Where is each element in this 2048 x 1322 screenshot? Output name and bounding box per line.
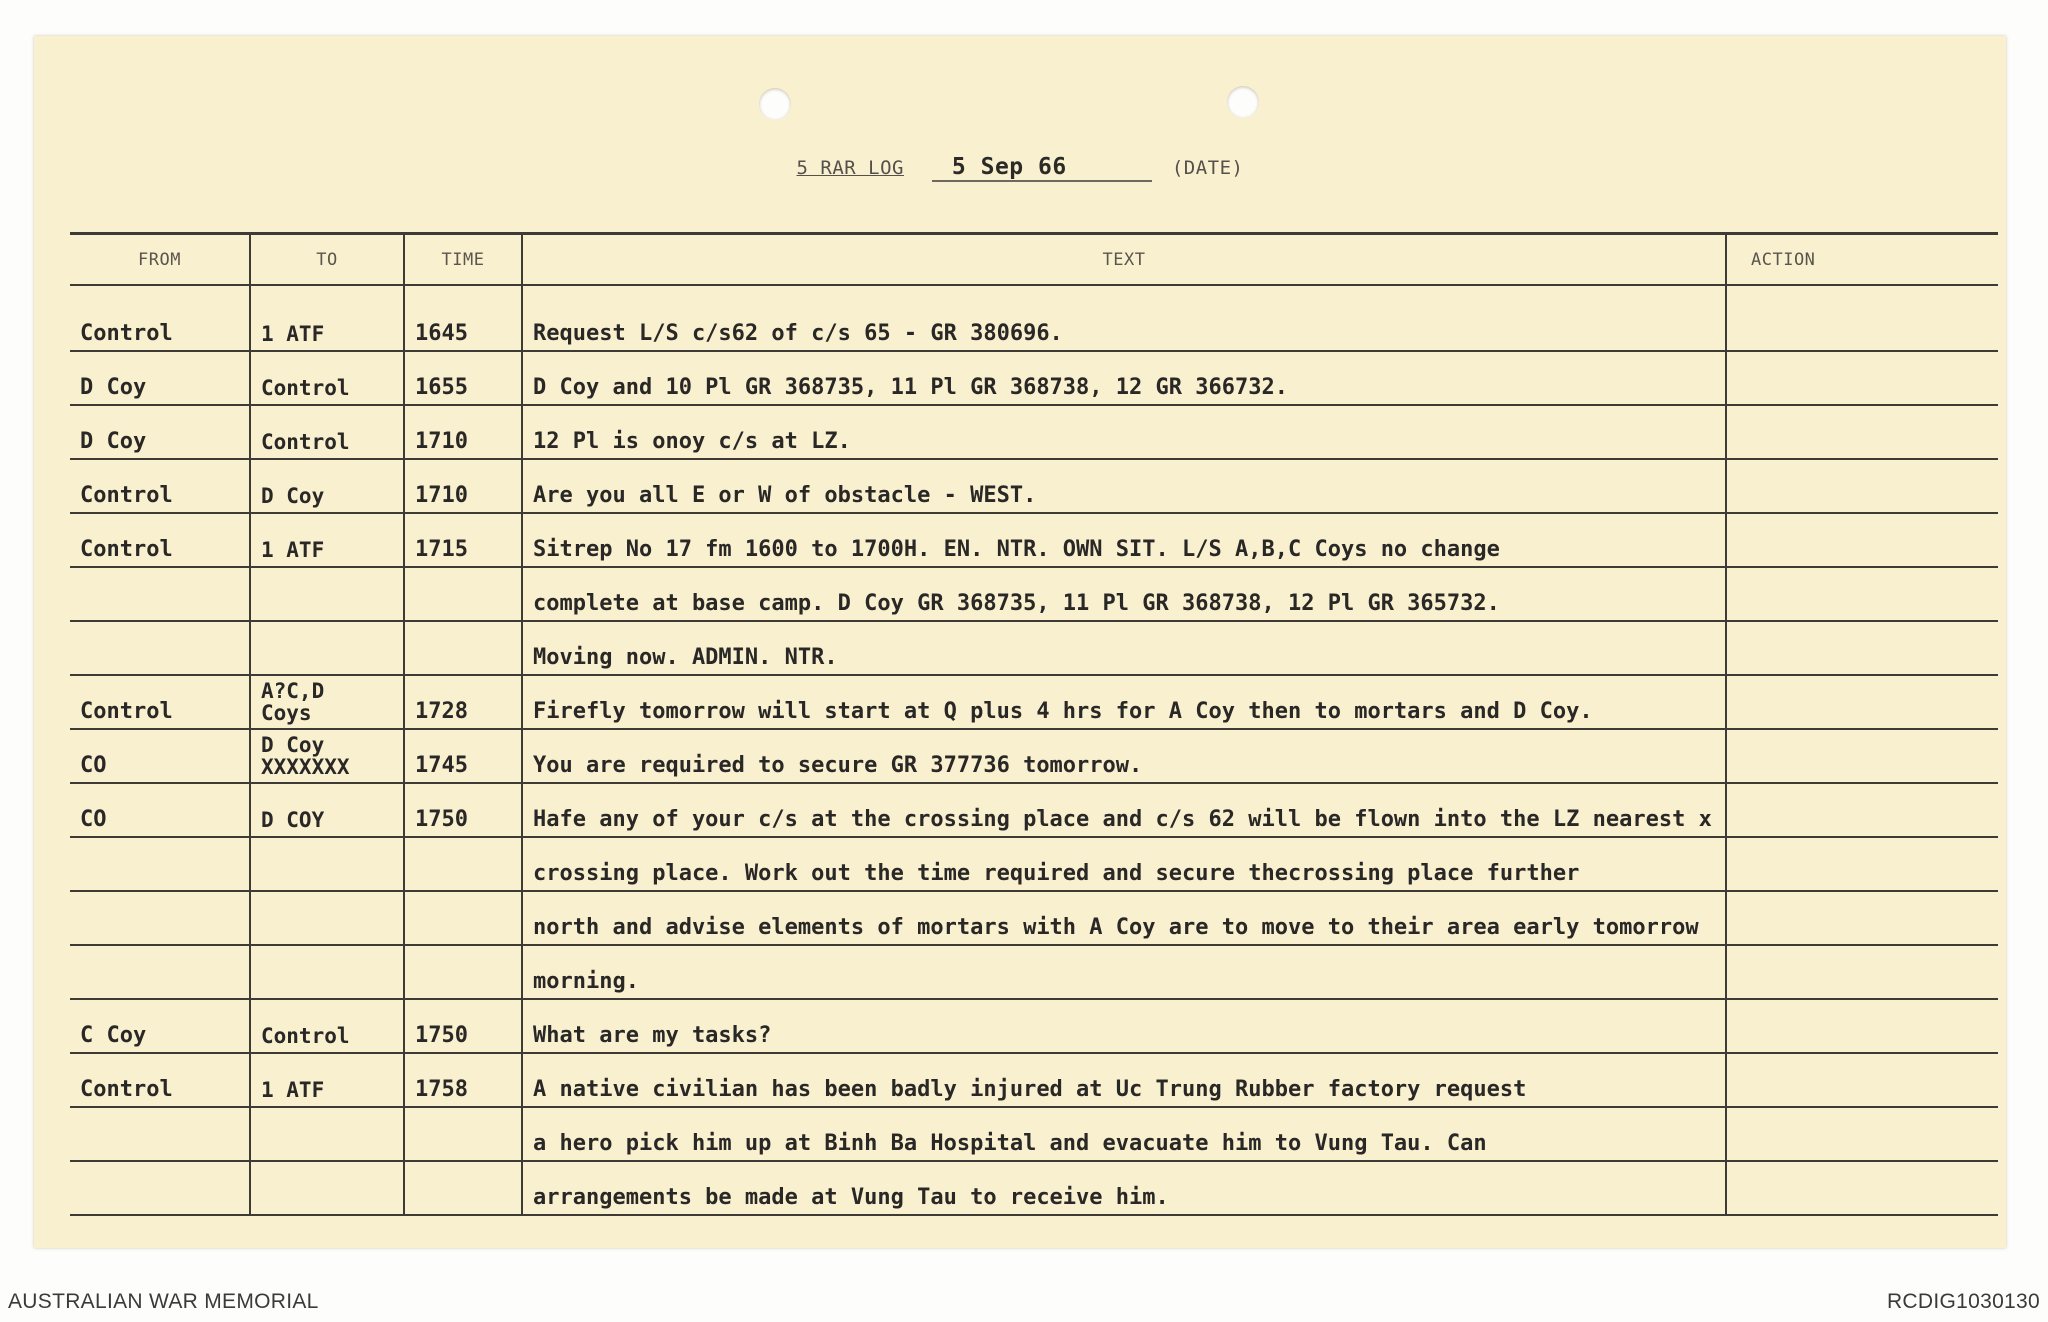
cell-to: [250, 729, 404, 783]
cell-to: Control: [250, 405, 404, 459]
cell-to: [250, 945, 404, 999]
column-header-to: TO: [250, 234, 404, 286]
log-table: [70, 232, 1998, 1216]
institution-credit: AUSTRALIAN WAR MEMORIAL: [8, 1290, 319, 1313]
cell-action: [1726, 783, 1998, 837]
cell-time: [404, 567, 522, 621]
cell-action: [1726, 1161, 1998, 1215]
cell-time: [404, 837, 522, 891]
cell-action: [1726, 567, 1998, 621]
cell-text: 12 Pl is onoy c/s at LZ.: [522, 405, 1726, 459]
cell-action: [1726, 891, 1998, 945]
cell-from: Control: [70, 459, 250, 513]
catalogue-id: RCDIG1030130: [1886, 1290, 2040, 1313]
cell-to: D Coy: [250, 459, 404, 513]
cell-action: [1726, 351, 1998, 405]
cell-time: 1750: [404, 999, 522, 1053]
cell-time: 1710: [404, 459, 522, 513]
cell-to: [250, 1107, 404, 1161]
column-header-time: TIME: [404, 234, 522, 286]
cell-action: [1726, 1107, 1998, 1161]
table-row: [70, 405, 1998, 459]
cell-to: 1 ATF: [250, 1053, 404, 1107]
log-entries: [70, 285, 1998, 1215]
cell-from: Control: [70, 513, 250, 567]
log-date: 5 Sep 66: [932, 154, 1152, 182]
cell-action: [1726, 999, 1998, 1053]
cell-to: [250, 1161, 404, 1215]
log-sheet: [34, 36, 2006, 1248]
cell-to: D COY: [250, 783, 404, 837]
cell-from: CO: [70, 729, 250, 783]
cell-time: [404, 1107, 522, 1161]
cell-text: What are my tasks?: [522, 999, 1726, 1053]
cell-from: Control: [70, 285, 250, 351]
cell-to: Control: [250, 999, 404, 1053]
punch-hole-right: [1227, 86, 1259, 118]
cell-time: 1655: [404, 351, 522, 405]
table-row: [70, 1053, 1998, 1107]
cell-to: [250, 891, 404, 945]
table-row: [70, 1161, 1998, 1215]
cell-from: [70, 1107, 250, 1161]
cell-to-line1: D Coy: [261, 733, 325, 757]
cell-text: You are required to secure GR 377736 tomorrow.: [522, 729, 1726, 783]
cell-to-line2: XXXXXXX: [261, 755, 350, 779]
cell-action: [1726, 837, 1998, 891]
column-header-action: ACTION: [1726, 234, 1998, 286]
cell-from: D Coy: [70, 351, 250, 405]
cell-from: Control: [70, 675, 250, 729]
cell-from: [70, 891, 250, 945]
cell-text: Hafe any of your c/s at the crossing place and c/s 62 will be flown into the LZ nearest x: [522, 783, 1726, 837]
cell-to: 1 ATF: [250, 513, 404, 567]
cell-to: [250, 567, 404, 621]
cell-from: D Coy: [70, 405, 250, 459]
cell-action: [1726, 1053, 1998, 1107]
cell-action: [1726, 945, 1998, 999]
cell-text: Firefly tomorrow will start at Q plus 4 hrs for A Coy then to mortars and D Coy.: [522, 675, 1726, 729]
cell-action: [1726, 513, 1998, 567]
cell-time: [404, 891, 522, 945]
table-row: [70, 837, 1998, 891]
cell-text: north and advise elements of mortars with A Coy are to move to their area early tomorrow: [522, 891, 1726, 945]
cell-action: [1726, 729, 1998, 783]
cell-text: D Coy and 10 Pl GR 368735, 11 Pl GR 368738, 12 GR 366732.: [522, 351, 1726, 405]
cell-action: [1726, 459, 1998, 513]
table-row: [70, 1107, 1998, 1161]
table-row: [70, 513, 1998, 567]
cell-from: [70, 1161, 250, 1215]
table-row: [70, 783, 1998, 837]
table-row: [70, 675, 1998, 729]
table-row: [70, 891, 1998, 945]
cell-text: Are you all E or W of obstacle - WEST.: [522, 459, 1726, 513]
cell-action: [1726, 675, 1998, 729]
cell-time: [404, 621, 522, 675]
table-row: [70, 621, 1998, 675]
cell-to: 1 ATF: [250, 285, 404, 351]
log-title: [34, 154, 2006, 182]
cell-from: [70, 945, 250, 999]
cell-text: arrangements be made at Vung Tau to receive him.: [522, 1161, 1726, 1215]
cell-text: morning.: [522, 945, 1726, 999]
cell-text: crossing place. Work out the time required and secure thecrossing place further: [522, 837, 1726, 891]
cell-time: [404, 1161, 522, 1215]
unit-log-label: 5 RAR LOG: [796, 157, 904, 179]
cell-from: Control: [70, 1053, 250, 1107]
cell-time: 1715: [404, 513, 522, 567]
table-header-row: [70, 234, 1998, 286]
cell-to-line2: Coys: [261, 701, 312, 725]
cell-to: [250, 837, 404, 891]
column-header-text: TEXT: [522, 234, 1726, 286]
cell-time: 1710: [404, 405, 522, 459]
cell-text: Sitrep No 17 fm 1600 to 1700H. EN. NTR. OWN SIT. L/S A,B,C Coys no change: [522, 513, 1726, 567]
table-row: [70, 945, 1998, 999]
cell-time: 1645: [404, 285, 522, 351]
cell-text: a hero pick him up at Binh Ba Hospital and evacuate him to Vung Tau. Can: [522, 1107, 1726, 1161]
table-row: [70, 459, 1998, 513]
cell-to: [250, 675, 404, 729]
date-label: (DATE): [1171, 157, 1244, 179]
cell-to-line1: A?C,D: [261, 679, 325, 703]
cell-text: Request L/S c/s62 of c/s 65 - GR 380696.: [522, 285, 1726, 351]
cell-time: 1758: [404, 1053, 522, 1107]
table-row: [70, 729, 1998, 783]
table-row: [70, 351, 1998, 405]
cell-time: [404, 945, 522, 999]
cell-time: 1745: [404, 729, 522, 783]
cell-text: complete at base camp. D Coy GR 368735, 11 Pl GR 368738, 12 Pl GR 365732.: [522, 567, 1726, 621]
cell-time: 1750: [404, 783, 522, 837]
table-row: [70, 285, 1998, 351]
cell-action: [1726, 285, 1998, 351]
cell-from: [70, 567, 250, 621]
cell-time: 1728: [404, 675, 522, 729]
cell-to: Control: [250, 351, 404, 405]
cell-action: [1726, 405, 1998, 459]
cell-to: [250, 621, 404, 675]
cell-text: Moving now. ADMIN. NTR.: [522, 621, 1726, 675]
cell-from: [70, 837, 250, 891]
cell-from: C Coy: [70, 999, 250, 1053]
table-row: [70, 567, 1998, 621]
cell-action: [1726, 621, 1998, 675]
cell-from: [70, 621, 250, 675]
cell-text: A native civilian has been badly injured at Uc Trung Rubber factory request: [522, 1053, 1726, 1107]
table-row: [70, 999, 1998, 1053]
cell-from: CO: [70, 783, 250, 837]
column-header-from: FROM: [70, 234, 250, 286]
punch-hole-left: [759, 88, 791, 120]
